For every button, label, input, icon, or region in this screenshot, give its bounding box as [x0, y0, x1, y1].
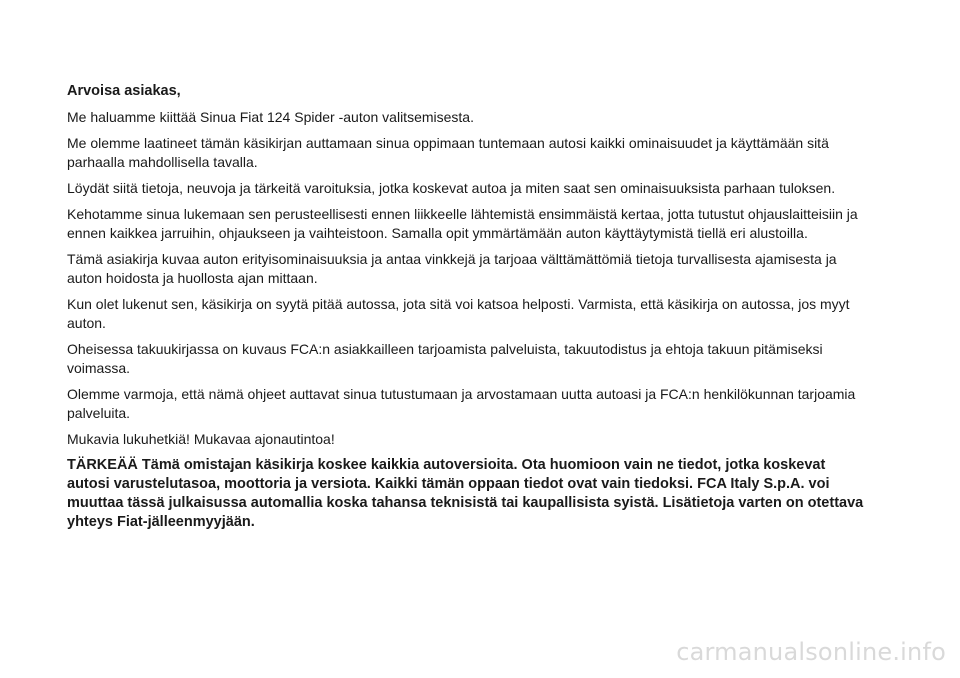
important-notice: TÄRKEÄÄ Tämä omistajan käsikirja koskee kaikkia autoversioita. Ota huomioon vain ne tiedot, jotka koskevat autosi varustelutasoa, moottoria ja versiota. Kaikki tämän oppaan tiedot ovat vain tiedoksi. FCA Italy S.p.A. voi muuttaa tässä julkaisussa automallia koska tahansa teknisistä tai kaupallisista syistä. Lisätietoja varten on otettava yhteys Fiat-jälleenmyyjään. — [67, 457, 864, 530]
paragraph-document-scope: Tämä asiakirja kuvaa auton erityisominaisuuksia ja antaa vinkkejä ja tarjoaa välttämättömiä tietoja turvallisesta ajamisesta ja auton hoidosta ja huollosta ajan mittaan. — [67, 251, 837, 286]
paragraph-warranty: Oheisessa takuukirjassa on kuvaus FCA:n asiakkailleen tarjoamista palveluista, takuutodistus ja ehtoja takuun pitämiseksi voimassa. — [67, 341, 823, 376]
paragraph-purpose: Me olemme laatineet tämän käsikirjan auttamaan sinua oppimaan tuntemaan autosi kaikki ominaisuudet ja käyttämään sitä parhaalla mahdollisella tavalla. — [67, 135, 829, 170]
paragraph-closing: Mukavia lukuhetkiä! Mukavaa ajonautintoa! — [67, 431, 335, 447]
greeting-heading: Arvoisa asiakas, — [67, 83, 181, 99]
watermark-text: carmanualsonline.info — [676, 638, 946, 666]
paragraph-confidence: Olemme varmoja, että nämä ohjeet auttavat sinua tutustumaan ja arvostamaan uutta autoasi ja FCA:n henkilökunnan tarjoamia palveluita. — [67, 386, 856, 421]
paragraph-contents: Löydät siitä tietoja, neuvoja ja tärkeitä varoituksia, jotka koskevat autoa ja miten saat sen ominaisuuksista parhaan tuloksen. — [67, 180, 836, 196]
paragraph-keep-in-car: Kun olet lukenut sen, käsikirja on syytä pitää autossa, jota sitä voi katsoa helposti. Varmista, että käsikirja on autossa, jos myyt auton. — [67, 296, 850, 331]
manual-intro-page — [67, 82, 867, 532]
paragraph-thanks: Me haluamme kiittää Sinua Fiat 124 Spider -auton valitsemisesta. — [67, 109, 474, 125]
paragraph-read-before-driving: Kehotamme sinua lukemaan sen perusteellisesti ennen liikkeelle lähtemistä ensimmäistä kertaa, jotta tutustut ohjauslaitteisiin ja ennen kaikkea jarruihin, ohjaukseen ja vaihteistoon. Samalla opit ymmärtämään auton käyttäytymistä tiellä eri alustoilla. — [67, 206, 858, 241]
